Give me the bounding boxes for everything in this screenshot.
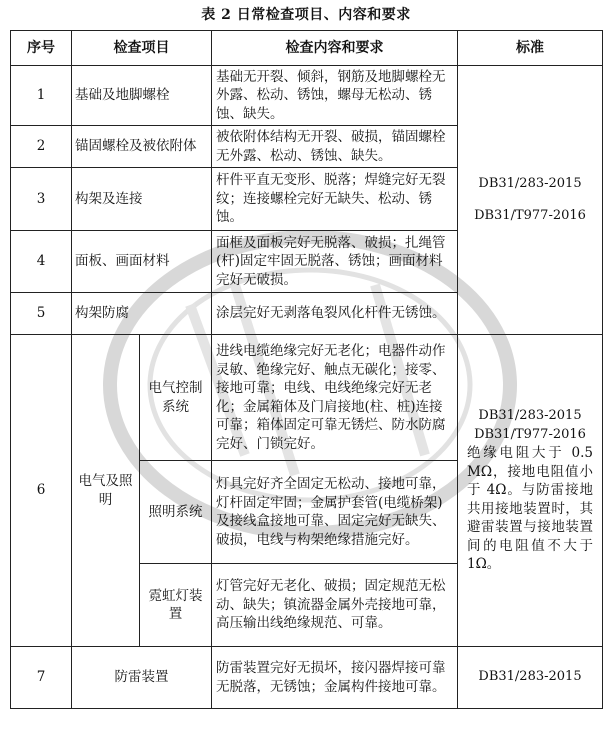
row-content: 基础无开裂、倾斜，钢筋及地脚螺栓无外露、松动、锈蚀，螺母无松动、锈蚀、缺失。 <box>212 66 458 126</box>
row-item: 锚固螺栓及被依附体 <box>72 126 212 168</box>
table-header-row <box>11 31 603 66</box>
row-no: 2 <box>11 126 72 168</box>
row-no: 6 <box>11 335 72 647</box>
standard-note: 绝缘电阻大于 0.5 MΩ，接地电阻值小于 4Ω。与防雷接地共用接地装置时，其避雷装置与接地装置间的电阻值不大于 1Ω。 <box>467 445 593 573</box>
inspection-table <box>10 30 603 709</box>
sub-item: 电气控制系统 <box>140 335 212 461</box>
sub-item: 照明系统 <box>140 461 212 564</box>
row-no: 1 <box>11 66 72 126</box>
standard-cell-row-6 <box>458 335 603 647</box>
row-no: 7 <box>11 647 72 709</box>
row-content: 防雷装置完好无损坏，接闪器焊接可靠无脱落，无锈蚀；金属构件接地可靠。 <box>212 647 458 709</box>
header-content: 检查内容和要求 <box>212 31 458 66</box>
row-no: 3 <box>11 168 72 231</box>
header-item: 检查项目 <box>72 31 212 66</box>
standard-line: DB31/283-2015 <box>478 175 582 191</box>
standard-line: DB31/T977-2016 <box>474 426 586 442</box>
standard-line: DB31/283-2015 <box>478 408 582 424</box>
table-row <box>11 66 603 126</box>
standard-line: DB31/T977-2016 <box>474 208 586 223</box>
sub-content: 灯具完好齐全固定无松动、接地可靠，灯杆固定牢固；金属护套管(电缆桥架)及接线盒接地可靠、固定完好无缺失、破损，电线与构架绝缘措施完好。 <box>212 461 458 564</box>
standard-cell-rows-1-5 <box>458 66 603 335</box>
sub-content: 灯管完好无老化、破损；固定规范无松动、缺失；镇流器金属外壳接地可靠，高压输出线绝缘规范、可靠。 <box>212 564 458 647</box>
table-row <box>11 647 603 709</box>
row-content: 杆件平直无变形、脱落；焊缝完好无裂纹；连接螺栓完好无缺失、松动、锈蚀。 <box>212 168 458 231</box>
table-caption: 表 2 日常检查项目、内容和要求 <box>201 7 411 23</box>
row-item: 面板、画面材料 <box>72 231 212 293</box>
sub-content: 进线电缆绝缘完好无老化；电器件动作灵敏、绝缘完好、触点无碳化；接零、接地可靠；电线、电线绝缘完好无老化；金属箱体及门肩接地(柱、桩)连接可靠；箱体固定可靠无锈烂、防水防腐完好、门锁完好。 <box>212 335 458 461</box>
standard-cell-row-7: DB31/283-2015 <box>458 647 603 709</box>
row-item-group: 电气及照明 <box>72 335 140 647</box>
header-no: 序号 <box>11 31 72 66</box>
row-no: 5 <box>11 293 72 335</box>
row-item: 防雷装置 <box>72 647 212 709</box>
row-item: 基础及地脚螺栓 <box>72 66 212 126</box>
table-row <box>11 335 603 461</box>
row-no: 4 <box>11 231 72 293</box>
row-content: 涂层完好无剥落龟裂风化杆件无锈蚀。 <box>212 293 458 335</box>
row-item: 构架防腐 <box>72 293 212 335</box>
sub-item: 霓虹灯装置 <box>140 564 212 647</box>
row-content: 面框及面板完好无脱落、破损；扎绳管(杆)固定牢固无脱落、锈蚀；画面材料完好无破损。 <box>212 231 458 293</box>
row-item: 构架及连接 <box>72 168 212 231</box>
header-standard: 标准 <box>458 31 603 66</box>
row-content: 被依附体结构无开裂、破损，锚固螺栓无外露、松动、锈蚀、缺失。 <box>212 126 458 168</box>
